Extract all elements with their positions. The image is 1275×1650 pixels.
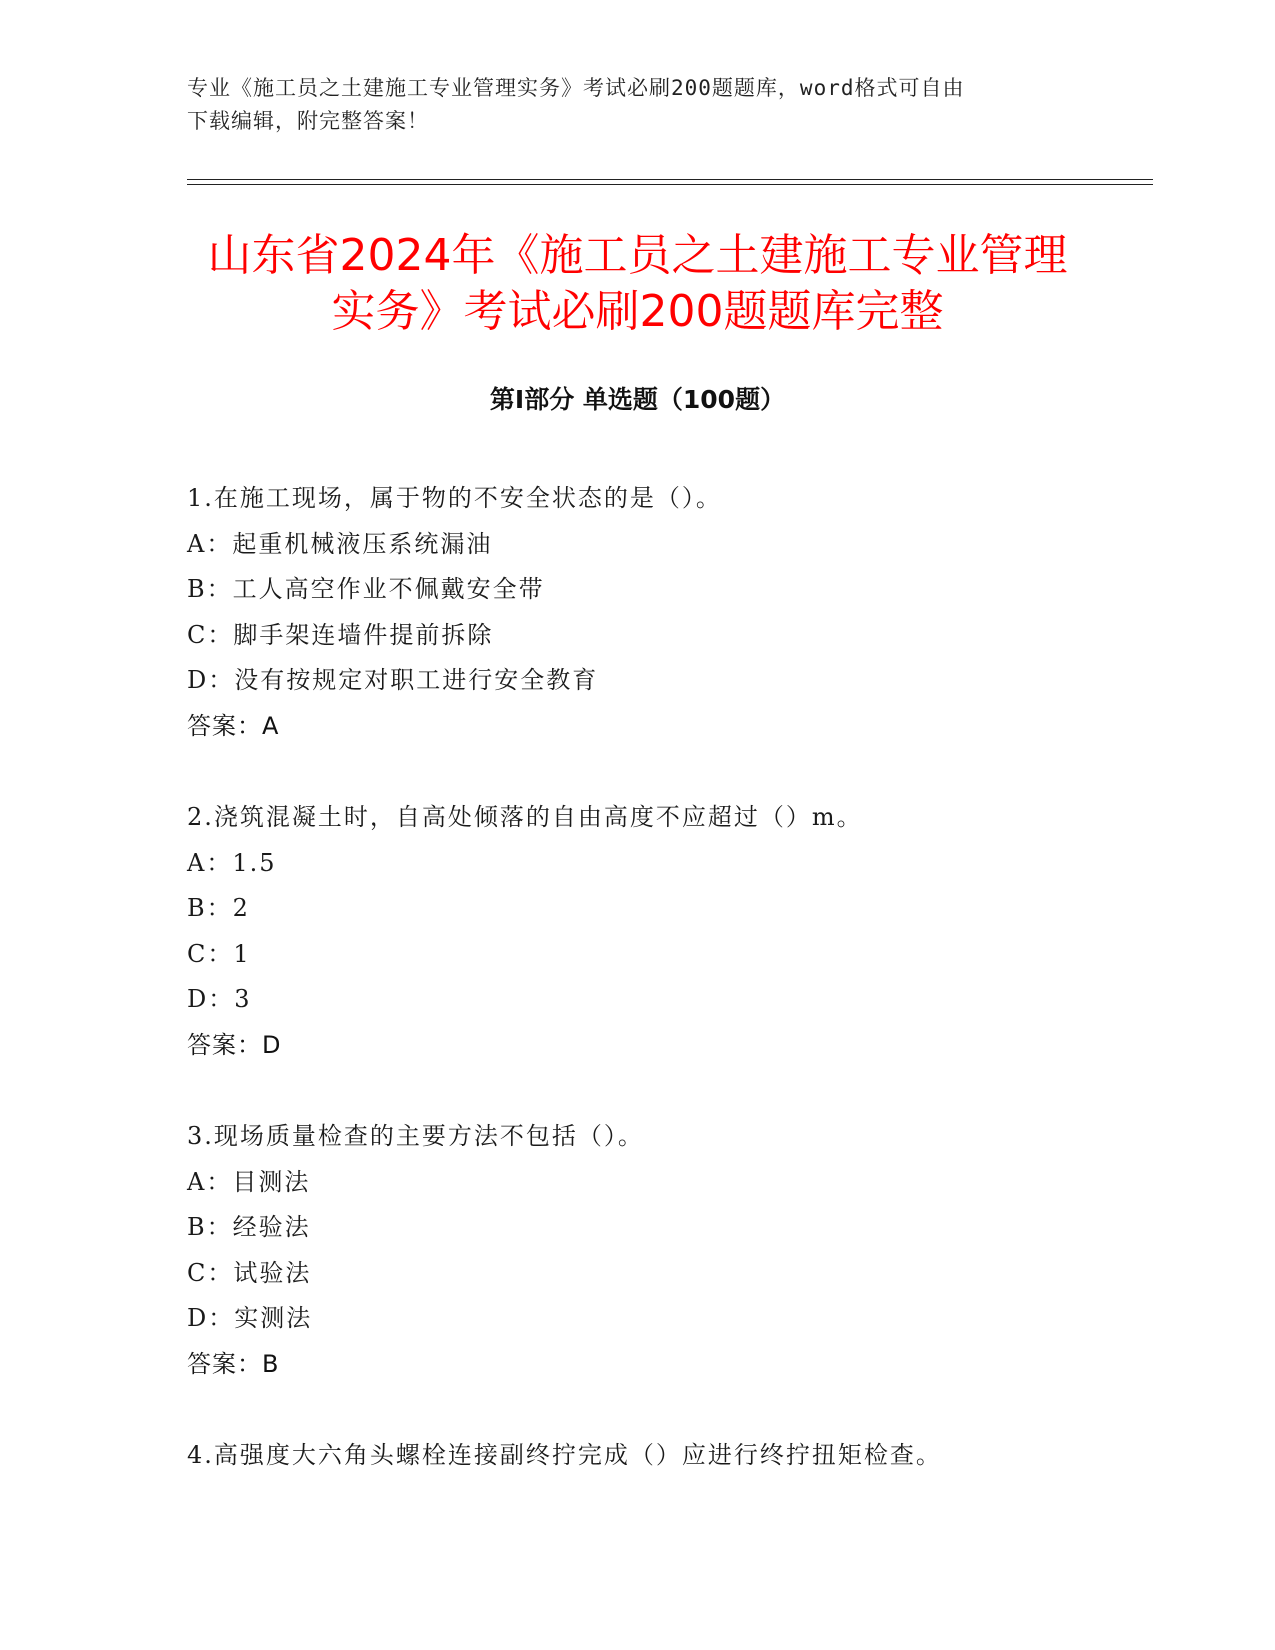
option-d: D：没有按规定对职工进行安全教育	[187, 666, 599, 694]
option-b: B：经验法	[187, 1213, 311, 1241]
document-title-line-1: 山东省2024年《施工员之土建施工专业管理	[207, 230, 1068, 281]
document-title-line-2: 实务》考试必刷200题题库完整	[331, 286, 944, 337]
question-stem: 4.高强度大六角头螺栓连接副终拧完成（）应进行终拧扭矩检查。	[187, 1441, 942, 1469]
question-3	[187, 1114, 1137, 1387]
option-a: A：1.5	[187, 848, 277, 877]
option-d: D：实测法	[187, 1304, 313, 1332]
question-list	[187, 476, 1137, 1525]
question-2	[187, 795, 1137, 1068]
option-c: C：脚手架连墙件提前拆除	[187, 620, 494, 649]
document-title	[150, 228, 1125, 340]
question-1	[187, 476, 1137, 749]
option-a: A：目测法	[187, 1167, 311, 1196]
option-d: D：3	[187, 985, 252, 1013]
option-a: A：起重机械液压系统漏油	[187, 529, 493, 558]
question-stem: 3.现场质量检查的主要方法不包括（）。	[187, 1122, 644, 1150]
answer: 答案：A	[187, 711, 280, 740]
answer: 答案：D	[187, 1030, 282, 1059]
option-b: B：2	[187, 894, 250, 922]
answer: 答案：B	[187, 1349, 280, 1378]
header-rule-top	[187, 179, 1153, 180]
option-c: C：试验法	[187, 1258, 312, 1287]
option-b: B：工人高空作业不佩戴安全带	[187, 575, 545, 603]
question-stem: 2.浇筑混凝土时，自高处倾落的自由高度不应超过（）m。	[187, 803, 863, 831]
question-4	[187, 1433, 1137, 1479]
header-note-line-2: 下载编辑，附完整答案！	[187, 109, 429, 133]
header-note-line-1: 专业《施工员之土建施工专业管理实务》考试必刷200题题库，word格式可自由	[187, 76, 965, 100]
header-rule-bottom	[187, 184, 1153, 185]
section-title: 第Ⅰ部分 单选题（100题）	[489, 385, 786, 414]
header-note	[187, 72, 1087, 138]
option-c: C：1	[187, 939, 251, 968]
question-stem: 1.在施工现场，属于物的不安全状态的是（）。	[187, 484, 722, 512]
